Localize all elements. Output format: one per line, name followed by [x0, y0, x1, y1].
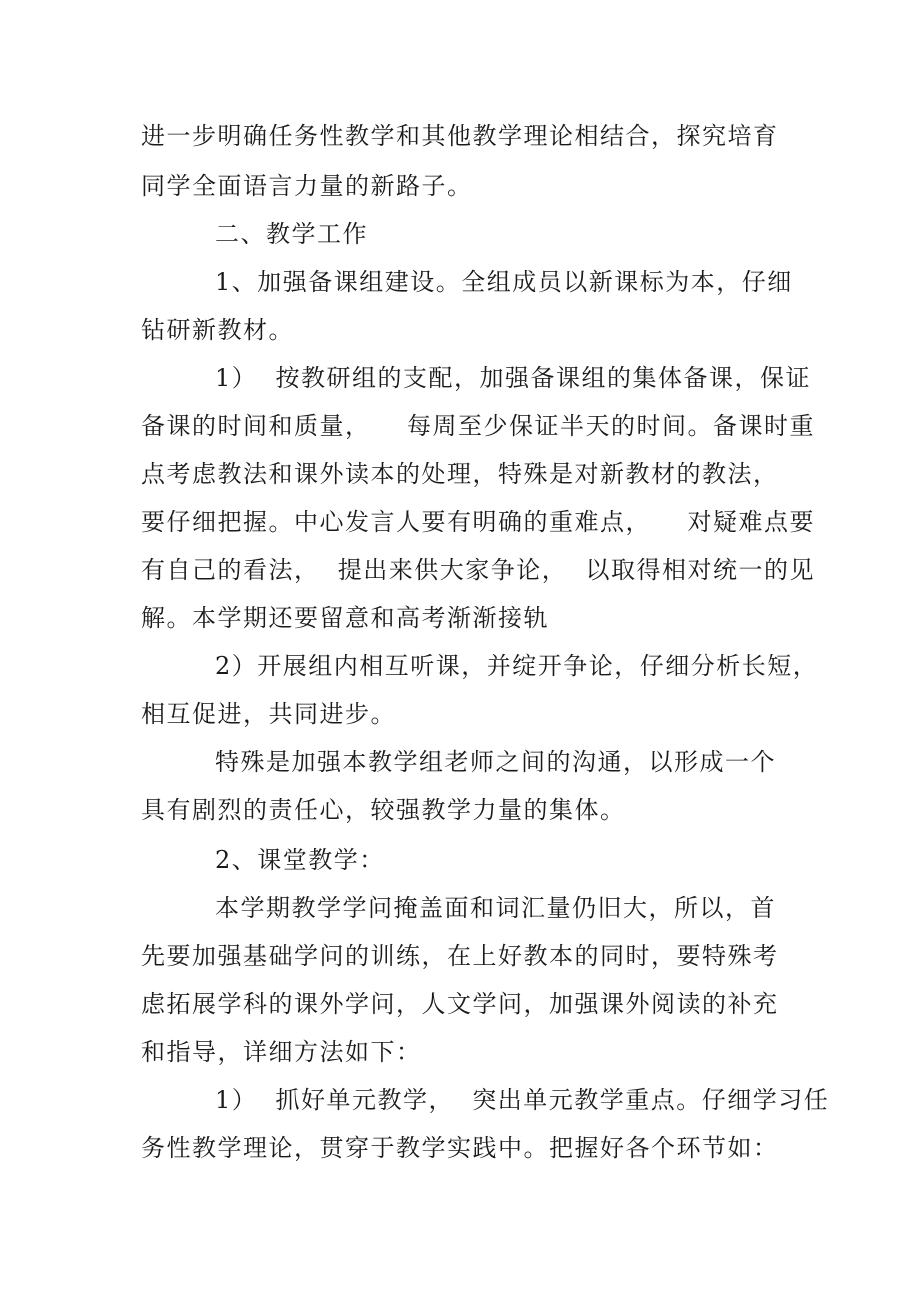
paragraph-line: 1） 按教研组的支配，加强备课组的集体备课，保证	[215, 364, 812, 392]
paragraph-line: 要仔细把握。中心发言人要有明确的重难点， 对疑难点要	[141, 508, 816, 536]
paragraph-line: 特殊是加强本教学组老师之间的沟通，以形成一个	[215, 748, 776, 776]
paragraph-line: 具有剧烈的责任心，较强教学力量的集体。	[141, 796, 626, 824]
paragraph-line: 务性教学理论，贯穿于教学实践中。把握好各个环节如：	[141, 1134, 779, 1162]
paragraph-line: 钻研新教材。	[141, 316, 294, 344]
section-heading: 2、课堂教学：	[215, 846, 385, 874]
paragraph-line: 先要加强基础学问的训练，在上好教本的同时，要特殊考	[141, 942, 779, 970]
paragraph-line: 解。本学期还要留意和高考渐渐接轨	[141, 604, 549, 632]
paragraph-line: 有自己的看法， 提出来供大家争论， 以取得相对统一的见	[141, 556, 816, 584]
paragraph-line: 同学全面语言力量的新路子。	[141, 172, 473, 200]
paragraph-line: 1） 抓好单元教学， 突出单元教学重点。仔细学习任	[215, 1086, 830, 1114]
paragraph-line: 虑拓展学科的课外学问，人文学问，加强课外阅读的补充	[141, 990, 779, 1018]
paragraph-line: 相互促进，共同进步。	[141, 700, 396, 728]
paragraph-line: 进一步明确任务性教学和其他教学理论相结合，探究培育	[141, 122, 779, 150]
paragraph-line: 点考虑教法和课外读本的处理，特殊是对新教材的教法，	[141, 460, 779, 488]
paragraph-line: 和指导，详细方法如下：	[141, 1038, 422, 1066]
paragraph-line: 备课的时间和质量， 每周至少保证半天的时间。备课时重	[141, 412, 816, 440]
paragraph-line: 2）开展组内相互听课，并绽开争论，仔细分析长短，	[215, 652, 819, 680]
paragraph-line: 本学期教学学问掩盖面和词汇量仍旧大，所以，首	[215, 894, 776, 922]
section-heading: 二、教学工作	[215, 220, 368, 248]
paragraph-line: 1、加强备课组建设。全组成员以新课标为本，仔细	[215, 268, 793, 296]
